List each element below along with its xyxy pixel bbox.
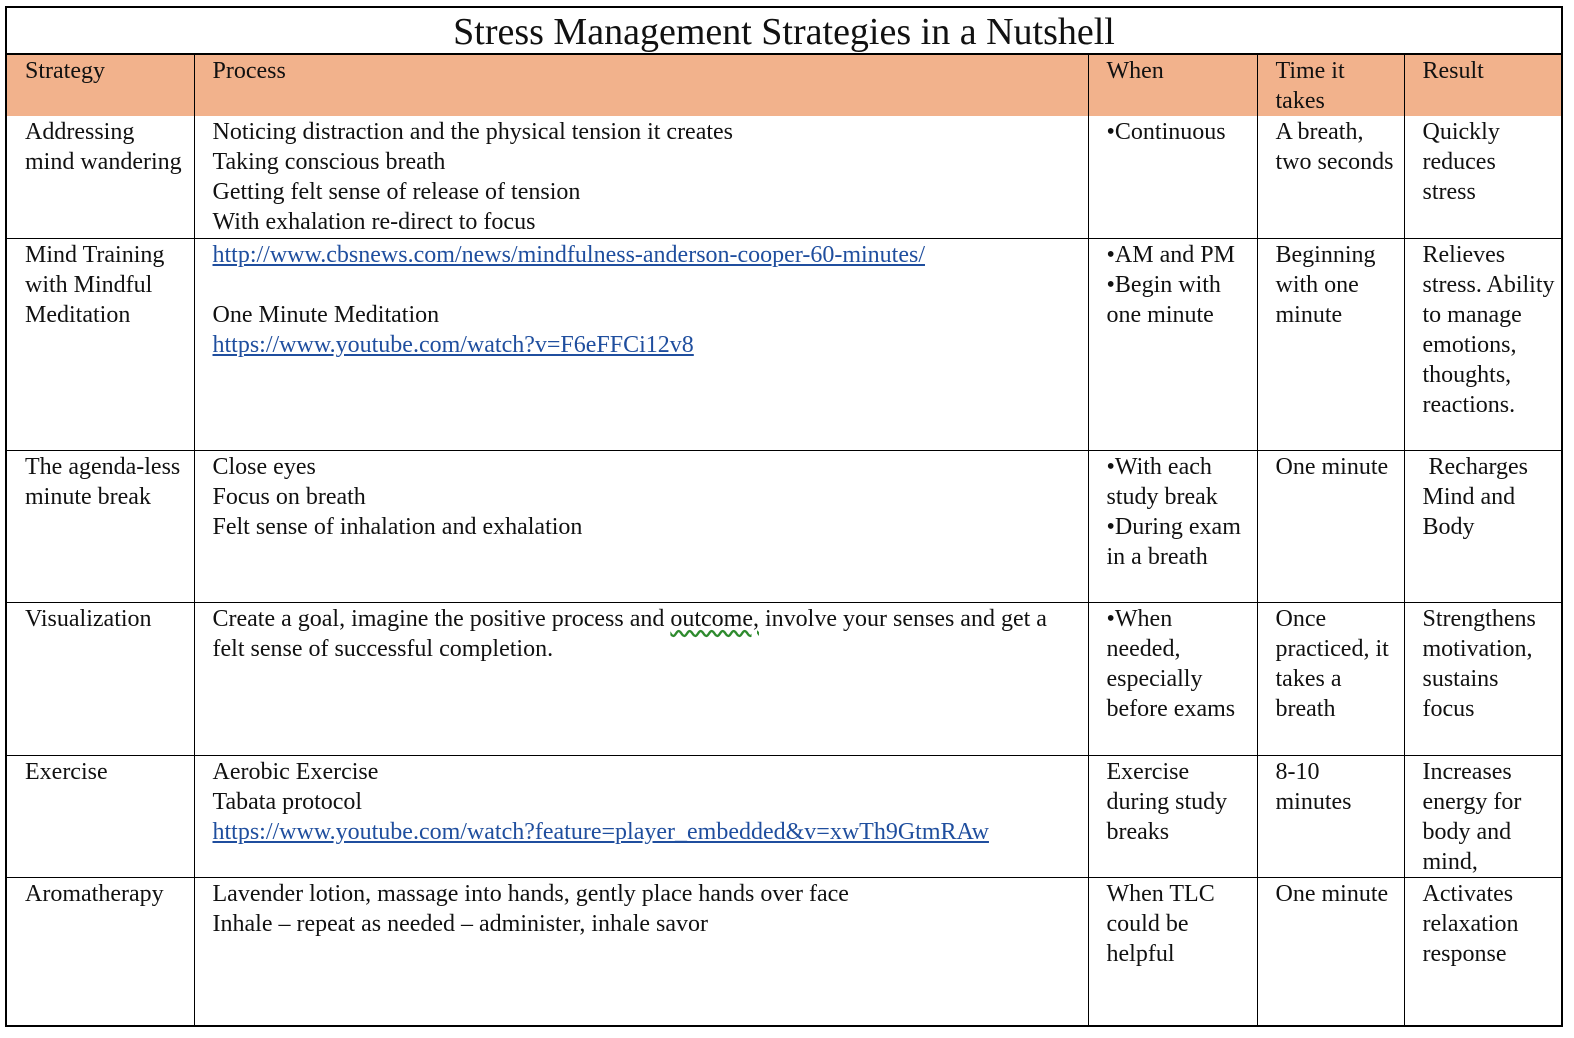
cell-when	[1088, 116, 1257, 238]
cell-result: Relieves stress. Ability to manage emotions, thoughts, reactions.	[1404, 238, 1561, 450]
table-row	[7, 602, 1561, 755]
process-line: Tabata protocol	[212, 788, 363, 815]
cell-when	[1088, 877, 1257, 1027]
table-row	[7, 116, 1561, 238]
cell-strategy: Visualization	[7, 602, 194, 755]
cell-process	[194, 238, 1088, 450]
cell-process	[194, 602, 1088, 755]
cell-time: A breath, two seconds	[1257, 116, 1404, 238]
youtube-meditation-link[interactable]: https://www.youtube.com/watch?v=F6eFFCi12v8	[212, 331, 694, 358]
table-row	[7, 450, 1561, 602]
cell-strategy: Mind Training with Mindful Meditation	[7, 238, 194, 450]
when-line: Exercise during study breaks	[1106, 758, 1228, 845]
cbsnews-link[interactable]: http://www.cbsnews.com/news/mindfulness-anderson-cooper-60-minutes/	[212, 241, 925, 268]
cell-when	[1088, 238, 1257, 450]
cell-time: Once practiced, it takes a breath	[1257, 602, 1404, 755]
cell-time: One minute	[1257, 450, 1404, 602]
cell-time: 8-10 minutes	[1257, 755, 1404, 877]
header-process: Process	[194, 55, 1088, 116]
cell-time: One minute	[1257, 877, 1404, 1027]
cell-strategy: Exercise	[7, 755, 194, 877]
strategies-table	[7, 55, 1561, 1027]
blank-line	[213, 270, 1082, 300]
when-line: •During exam in a breath	[1106, 513, 1241, 570]
cell-process	[194, 450, 1088, 602]
when-line: •With each study break	[1106, 453, 1218, 510]
page-title: Stress Management Strategies in a Nutshell	[7, 8, 1561, 55]
process-line: Close eyes	[212, 453, 316, 480]
table-header-row	[7, 55, 1561, 116]
cell-strategy: Addressing mind wandering	[7, 116, 194, 238]
when-line: •AM and PM	[1106, 241, 1235, 268]
cell-when	[1088, 450, 1257, 602]
process-line: Aerobic Exercise	[212, 758, 379, 785]
spellcheck-underline-word: outcome,	[670, 605, 759, 632]
header-when: When	[1088, 55, 1257, 116]
process-line: Inhale – repeat as needed – administer, inhale savor	[212, 910, 709, 937]
cell-process	[194, 877, 1088, 1027]
cell-when	[1088, 755, 1257, 877]
header-result: Result	[1404, 55, 1561, 116]
when-line: •Continuous	[1106, 119, 1226, 145]
header-time: Time it takes	[1257, 55, 1404, 116]
table-row	[7, 755, 1561, 877]
process-text: involve your senses and get a felt sense of successful completion.	[212, 605, 1047, 662]
cell-when	[1088, 602, 1257, 755]
cell-strategy: The agenda-less minute break	[7, 450, 194, 602]
process-line: One Minute Meditation	[212, 301, 440, 328]
when-line: When TLC could be helpful	[1106, 880, 1215, 967]
cell-result: Strengthens motivation, sustains focus	[1404, 602, 1561, 755]
cell-result: Increases energy for body and mind,	[1404, 755, 1561, 877]
process-text: Create a goal, imagine the positive process and	[212, 605, 671, 632]
process-line: Noticing distraction and the physical tension it creates	[212, 119, 734, 145]
when-line: •Begin with one minute	[1106, 271, 1221, 328]
process-line: With exhalation re-direct to focus	[212, 209, 536, 235]
process-line: Felt sense of inhalation and exhalation	[212, 513, 583, 540]
process-line: Taking conscious breath	[212, 149, 446, 175]
when-line: •When needed, especially before exams	[1106, 605, 1236, 722]
table-row	[7, 877, 1561, 1027]
youtube-tabata-link[interactable]: https://www.youtube.com/watch?feature=player_embedded&v=xwTh9GtmRAw	[212, 818, 989, 845]
process-line: Getting felt sense of release of tension	[212, 179, 581, 205]
cell-time: Beginning with one minute	[1257, 238, 1404, 450]
cell-result: Activates relaxation response	[1404, 877, 1561, 1027]
cell-process	[194, 116, 1088, 238]
document-table-frame	[5, 6, 1563, 1027]
process-line: Lavender lotion, massage into hands, gently place hands over face	[212, 880, 849, 907]
header-strategy: Strategy	[7, 55, 194, 116]
cell-result: Recharges Mind and Body	[1404, 450, 1561, 602]
cell-process	[194, 755, 1088, 877]
process-line: Focus on breath	[212, 483, 366, 510]
table-row	[7, 238, 1561, 450]
cell-strategy: Aromatherapy	[7, 877, 194, 1027]
cell-result: Quickly reduces stress	[1404, 116, 1561, 238]
